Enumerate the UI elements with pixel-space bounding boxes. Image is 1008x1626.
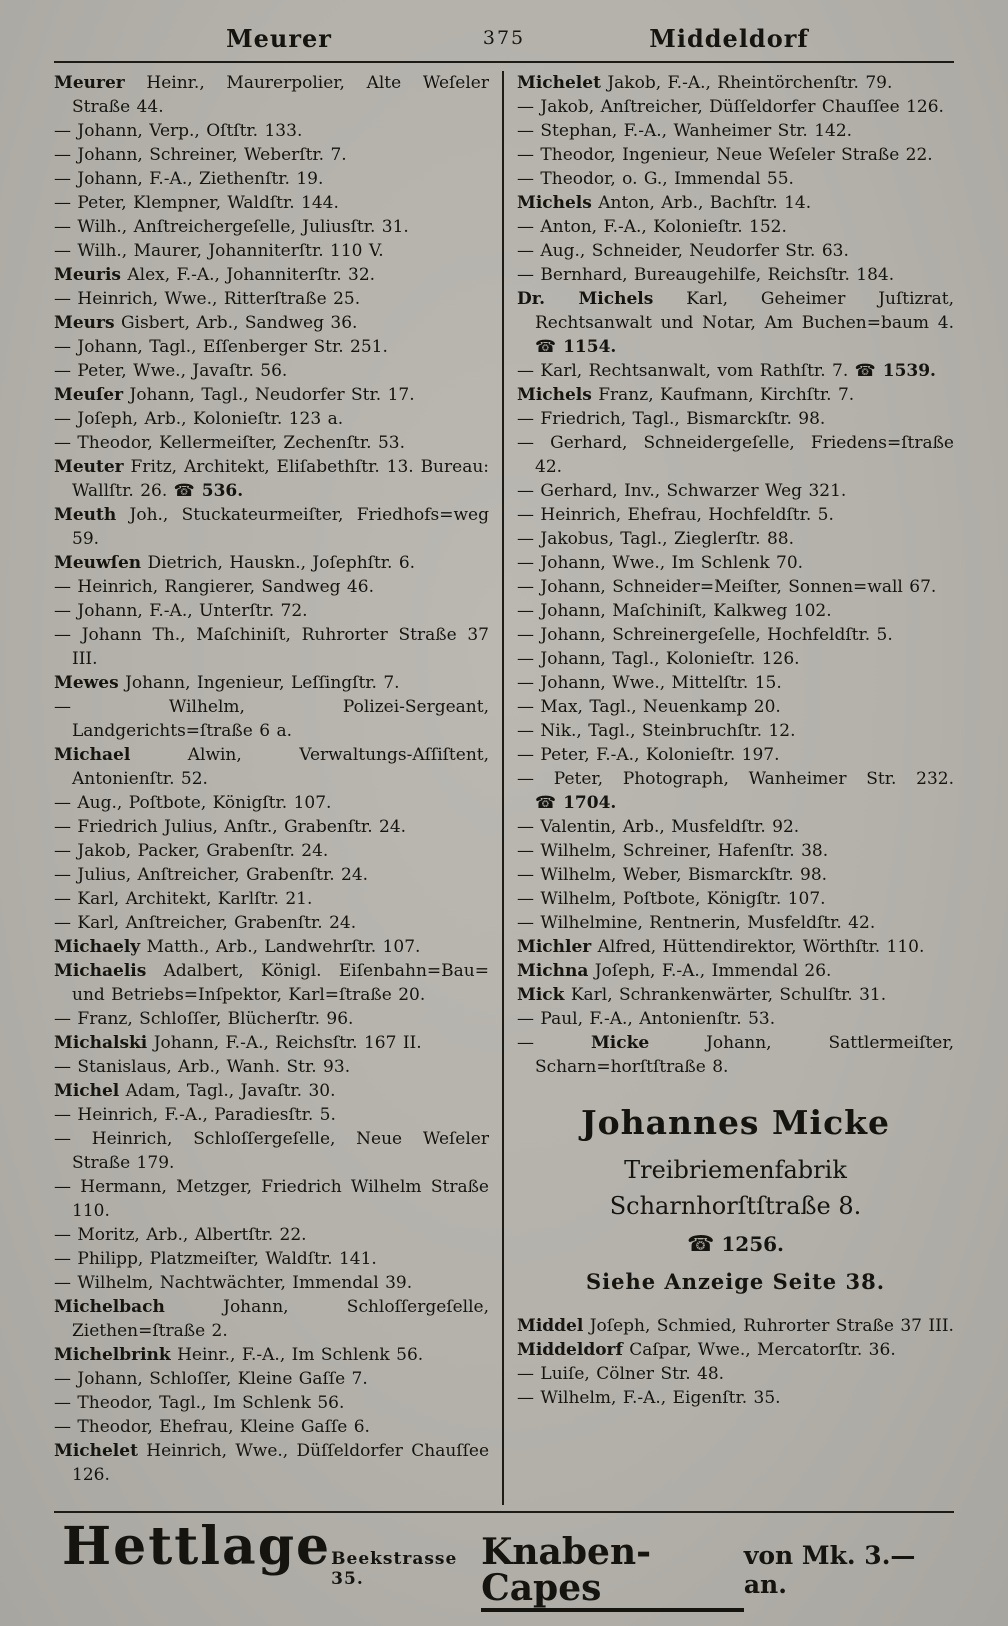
directory-entry: — Hermann, Metzger, Friedrich Wilhelm Straße 110. [54,1177,489,1221]
directory-entry: — Anton, F.-A., Kolonieſtr. 152. [517,217,787,237]
directory-entry: — Johann, Schneider=Meiſter, Sonnen=wall 67. [517,577,937,597]
directory-entry: Meuth Joh., Stuckateurmeiſter, Friedhofs=weg 59. [54,505,490,549]
directory-entry: Mick Karl, Schrankenwärter, Schulſtr. 31. [517,985,887,1005]
directory-entry: — Theodor, Kellermeiſter, Zechenſtr. 53. [54,433,405,453]
surname-lead: Michel [54,1081,120,1101]
directory-entry: — Johann, F.-A., Unterſtr. 72. [54,601,308,621]
directory-entry: — Wilh., Maurer, Johanniterſtr. 110 V. [54,241,384,261]
micke-advertisement [523,1103,948,1294]
surname-lead: Meurer [54,73,125,93]
directory-entry: — Stephan, F.-A., Wanheimer Str. 142. [517,121,853,141]
telephone-icon: ☎ [854,361,876,381]
directory-entry: — Wilhelm, Schreiner, Hafenſtr. 38. [517,841,829,861]
directory-entry: — Heinrich, F.-A., Paradiesſtr. 5. [54,1105,336,1125]
directory-entry: — Theodor, Ingenieur, Neue Weſeler Straße 22. [517,145,933,165]
surname-lead: Micke [590,1033,650,1053]
directory-entry: — Franz, Schloſſer, Blücherſtr. 96. [54,1009,354,1029]
directory-entry: Michael Alwin, Verwaltungs-Aſſiſtent, Antonienſtr. 52. [54,745,490,789]
right-column [504,71,954,1505]
telephone-icon: ☎ [535,337,557,357]
surname-lead: Dr. Michels [517,289,654,309]
directory-entry: Michelbach Johann, Schloſſergeſelle, Ziethen=ſtraße 2. [54,1297,489,1341]
surname-lead: Meuwſen [54,553,142,573]
directory-entry: Michna Joſeph, F.-A., Immendal 26. [517,961,832,981]
directory-entry: Michelbrink Heinr., F.-A., Im Schlenk 56. [54,1345,424,1365]
directory-entry: — Wilhelm, Weber, Bismarckſtr. 98. [517,865,828,885]
directory-entry: Meuris Alex, F.-A., Johanniterſtr. 32. [54,265,376,285]
directory-entry: — Jakob, Anſtreicher, Düſſeldorfer Chauſſee 126. [517,97,944,117]
directory-entry: Meurs Gisbert, Arb., Sandweg 36. [54,313,358,333]
directory-entry: — Wilh., Anſtreichergeſelle, Juliusſtr. 31. [54,217,409,237]
directory-entry: — Moritz, Arb., Albertſtr. 22. [54,1225,307,1245]
ad-address: Scharnhorſtſtraße 8. [609,1192,862,1220]
directory-entry: — Karl, Anſtreicher, Grabenſtr. 24. [54,913,357,933]
directory-entry: Meurer Heinr., Maurerpolier, Alte Weſeler Straße 44. [54,73,489,117]
telephone-icon: ☎ [686,1232,715,1257]
directory-entry: Michels Anton, Arb., Bachſtr. 14. [517,193,812,213]
directory-entry: Dr. Michels Karl, Geheimer Juſtizrat, Rechtsanwalt und Notar, Am Buchen=baum 4. ☎ 1154. [517,289,954,357]
directory-entry: Middel Joſeph, Schmied, Ruhrorter Straße 37 III. [517,1316,954,1336]
surname-lead: Meurs [54,313,115,333]
surname-lead: Meuris [54,265,121,285]
surname-lead: Meuth [54,505,117,525]
right-column-entries-top [517,71,954,1079]
directory-entry: — Jakobus, Tagl., Zieglerſtr. 88. [517,529,794,549]
directory-entry: — Joſeph, Arb., Kolonieſtr. 123 a. [54,409,344,429]
directory-entry: — Johann, Tagl., Kolonieſtr. 126. [517,649,800,669]
directory-entry: Michels Franz, Kaufmann, Kirchſtr. 7. [517,385,855,405]
footer-advertisement [54,1511,954,1612]
directory-entry: — Aug., Poſtbote, Königſtr. 107. [54,793,332,813]
surname-lead: Michels [517,385,592,405]
phone-number: ☎ 1539. [854,361,936,381]
directory-entry: Michalski Johann, F.-A., Reichsſtr. 167 II. [54,1033,422,1053]
ad-reference-note: Siehe Anzeige Seite 38. [585,1269,886,1294]
directory-entry: — Max, Tagl., Neuenkamp 20. [517,697,781,717]
directory-entry: — Theodor, Tagl., Im Schlenk 56. [54,1393,345,1413]
left-column [54,71,504,1505]
surname-lead: Michler [517,937,592,957]
directory-entry: — Johann, Schreinergeſelle, Hochfeldſtr. 5. [517,625,893,645]
surname-lead: Michelet [54,1441,138,1461]
directory-entry: — Theodor, o. G., Immendal 55. [517,169,794,189]
directory-entry: — Karl, Rechtsanwalt, vom Rathſtr. 7. ☎ 1539. [517,361,936,381]
surname-lead: Michaelis [54,961,147,981]
directory-entry: — Heinrich, Wwe., Ritterſtraße 25. [54,289,361,309]
directory-entry: — Nik., Tagl., Steinbruchſtr. 12. [517,721,796,741]
directory-entry: Michler Alfred, Hüttendirektor, Wörthſtr. 110. [517,937,925,957]
directory-entry: — Johann, Maſchiniſt, Kalkweg 102. [517,601,832,621]
surname-lead: Michelet [517,73,601,93]
directory-entry: — Heinrich, Rangierer, Sandweg 46. [54,577,374,597]
surname-lead: Meuter [54,457,124,477]
directory-entry: — Peter, Klempner, Waldſtr. 144. [54,193,339,213]
directory-entry: — Friedrich Julius, Anſtr., Grabenſtr. 24. [54,817,407,837]
directory-entry: — Stanislaus, Arb., Wanh. Str. 93. [54,1057,351,1077]
directory-entry: — Bernhard, Bureaugehilfe, Reichsſtr. 184. [517,265,895,285]
directory-entry: — Peter, Wwe., Javaſtr. 56. [54,361,288,381]
directory-entry: — Gerhard, Schneidergeſelle, Friedens=ſtraße 42. [517,433,954,477]
directory-entry: — Johann, Schreiner, Weberſtr. 7. [54,145,347,165]
surname-lead: Middel [517,1316,584,1336]
directory-entry: — Wilhelm, Nachtwächter, Immendal 39. [54,1273,413,1293]
ad-company-name: Johannes Micke [580,1103,891,1142]
directory-entry: Michelet Jakob, F.-A., Rheintörchenſtr. 79. [517,73,893,93]
directory-entry: — Paul, F.-A., Antonienſtr. 53. [517,1009,776,1029]
directory-entry: — Johann, Schloſſer, Kleine Gaſſe 7. [54,1369,368,1389]
directory-entry: Meuſer Johann, Tagl., Neudorfer Str. 17. [54,385,415,405]
surname-lead: Michelbach [54,1297,165,1317]
surname-lead: Mick [517,985,565,1005]
phone-number: ☎ 1154. [535,337,617,357]
surname-lead: Michael [54,745,131,765]
footer-brand-name: Hettlage [62,1516,332,1577]
directory-entry: — Karl, Architekt, Karlſtr. 21. [54,889,313,909]
telephone-icon: ☎ [173,481,195,501]
directory-entry: — Theodor, Ehefrau, Kleine Gaſſe 6. [54,1417,370,1437]
directory-entry: Meuter Fritz, Architekt, Eliſabethſtr. 13. Bureau: Wallſtr. 26. ☎ 536. [54,457,490,501]
ad-phone-line [523,1232,948,1257]
footer-price: von Mk. 3.— an. [743,1541,916,1599]
surname-lead: Michaely [54,937,141,957]
directory-entry: — Aug., Schneider, Neudorfer Str. 63. [517,241,849,261]
directory-entry: — Wilhelm, F.-A., Eigenſtr. 35. [517,1388,781,1408]
ad-phone-number: 1256. [721,1232,784,1256]
surname-lead: Michels [517,193,592,213]
ad-business-type: Treibriemenfabrik [624,1156,847,1184]
surname-lead: Michna [517,961,589,981]
directory-entry: — Julius, Anſtreicher, Grabenſtr. 24. [54,865,369,885]
directory-entry: Michelet Heinrich, Wwe., Düſſeldorfer Chauſſee 126. [54,1441,489,1485]
directory-entry: — Peter, F.-A., Kolonieſtr. 197. [517,745,780,765]
right-column-entries-bottom [517,1314,954,1410]
directory-entry: — Johann, Wwe., Mittelſtr. 15. [517,673,782,693]
directory-entry: — Philipp, Platzmeiſter, Waldſtr. 141. [54,1249,377,1269]
surname-lead: Michelbrink [54,1345,171,1365]
directory-entry: — Micke Johann, Sattlermeiſter, Scharn=horſtſtraße 8. [517,1033,954,1077]
phone-number: ☎ 536. [173,481,244,501]
directory-entry: — Heinrich, Schloſſergeſelle, Neue Weſeler Straße 179. [54,1129,489,1173]
directory-entry: — Wilhelm, Poſtbote, Königſtr. 107. [517,889,826,909]
header-left-keyword: Meurer [226,24,332,53]
directory-entry: — Peter, Photograph, Wanheimer Str. 232. ☎ 1704. [517,769,954,813]
directory-entry: — Gerhard, Inv., Schwarzer Weg 321. [517,481,847,501]
footer-ad-row [54,1516,954,1612]
directory-entry: — Luiſe, Cölner Str. 48. [517,1364,725,1384]
telephone-icon: ☎ [535,793,557,813]
footer-address: Beekstrasse 35. [331,1549,458,1589]
directory-entry: — Wilhelmine, Rentnerin, Musfeldſtr. 42. [517,913,876,933]
directory-entry: — Johann Th., Maſchiniſt, Ruhrorter Straße 37 III. [54,625,489,669]
directory-entry: — Johann, Wwe., Im Schlenk 70. [517,553,804,573]
directory-entry: — Jakob, Packer, Grabenſtr. 24. [54,841,329,861]
surname-lead: Mewes [54,673,119,693]
surname-lead: Meuſer [54,385,124,405]
directory-entry: — Johann, F.-A., Ziethenſtr. 19. [54,169,324,189]
surname-lead: Middeldorf [517,1340,623,1360]
directory-entry: — Friedrich, Tagl., Bismarckſtr. 98. [517,409,826,429]
directory-entry: Michaelis Adalbert, Königl. Eiſenbahn=Bau= und Betriebs=Inſpektor, Karl=ſtraße 20. [54,961,489,1005]
directory-entry: — Heinrich, Ehefrau, Hochfeldſtr. 5. [517,505,834,525]
phone-number: ☎ 1704. [535,793,617,813]
directory-entry: Michel Adam, Tagl., Javaſtr. 30. [54,1081,336,1101]
directory-entry: — Valentin, Arb., Musfeldſtr. 92. [517,817,800,837]
directory-entry: — Wilhelm, Polizei-Sergeant, Landgerichts=ſtraße 6 a. [54,697,489,741]
directory-columns [54,63,954,1505]
directory-entry: Middeldorf Caſpar, Wwe., Mercatorſtr. 36. [517,1340,896,1360]
directory-entry: Meuwſen Dietrich, Hauskn., Joſephſtr. 6. [54,553,416,573]
surname-lead: Michalski [54,1033,148,1053]
footer-product-name: Knaben-Capes [481,1534,744,1612]
page-header [54,24,954,58]
directory-entry: Mewes Johann, Ingenieur, Leſſingſtr. 7. [54,673,400,693]
directory-entry: — Johann, Verp., Oſtſtr. 133. [54,121,303,141]
directory-entry: — Johann, Tagl., Eſſenberger Str. 251. [54,337,388,357]
directory-entry: Michaely Matth., Arb., Landwehrſtr. 107. [54,937,421,957]
page-number: 375 [482,27,526,49]
header-right-keyword: Middeldorf [649,24,809,53]
